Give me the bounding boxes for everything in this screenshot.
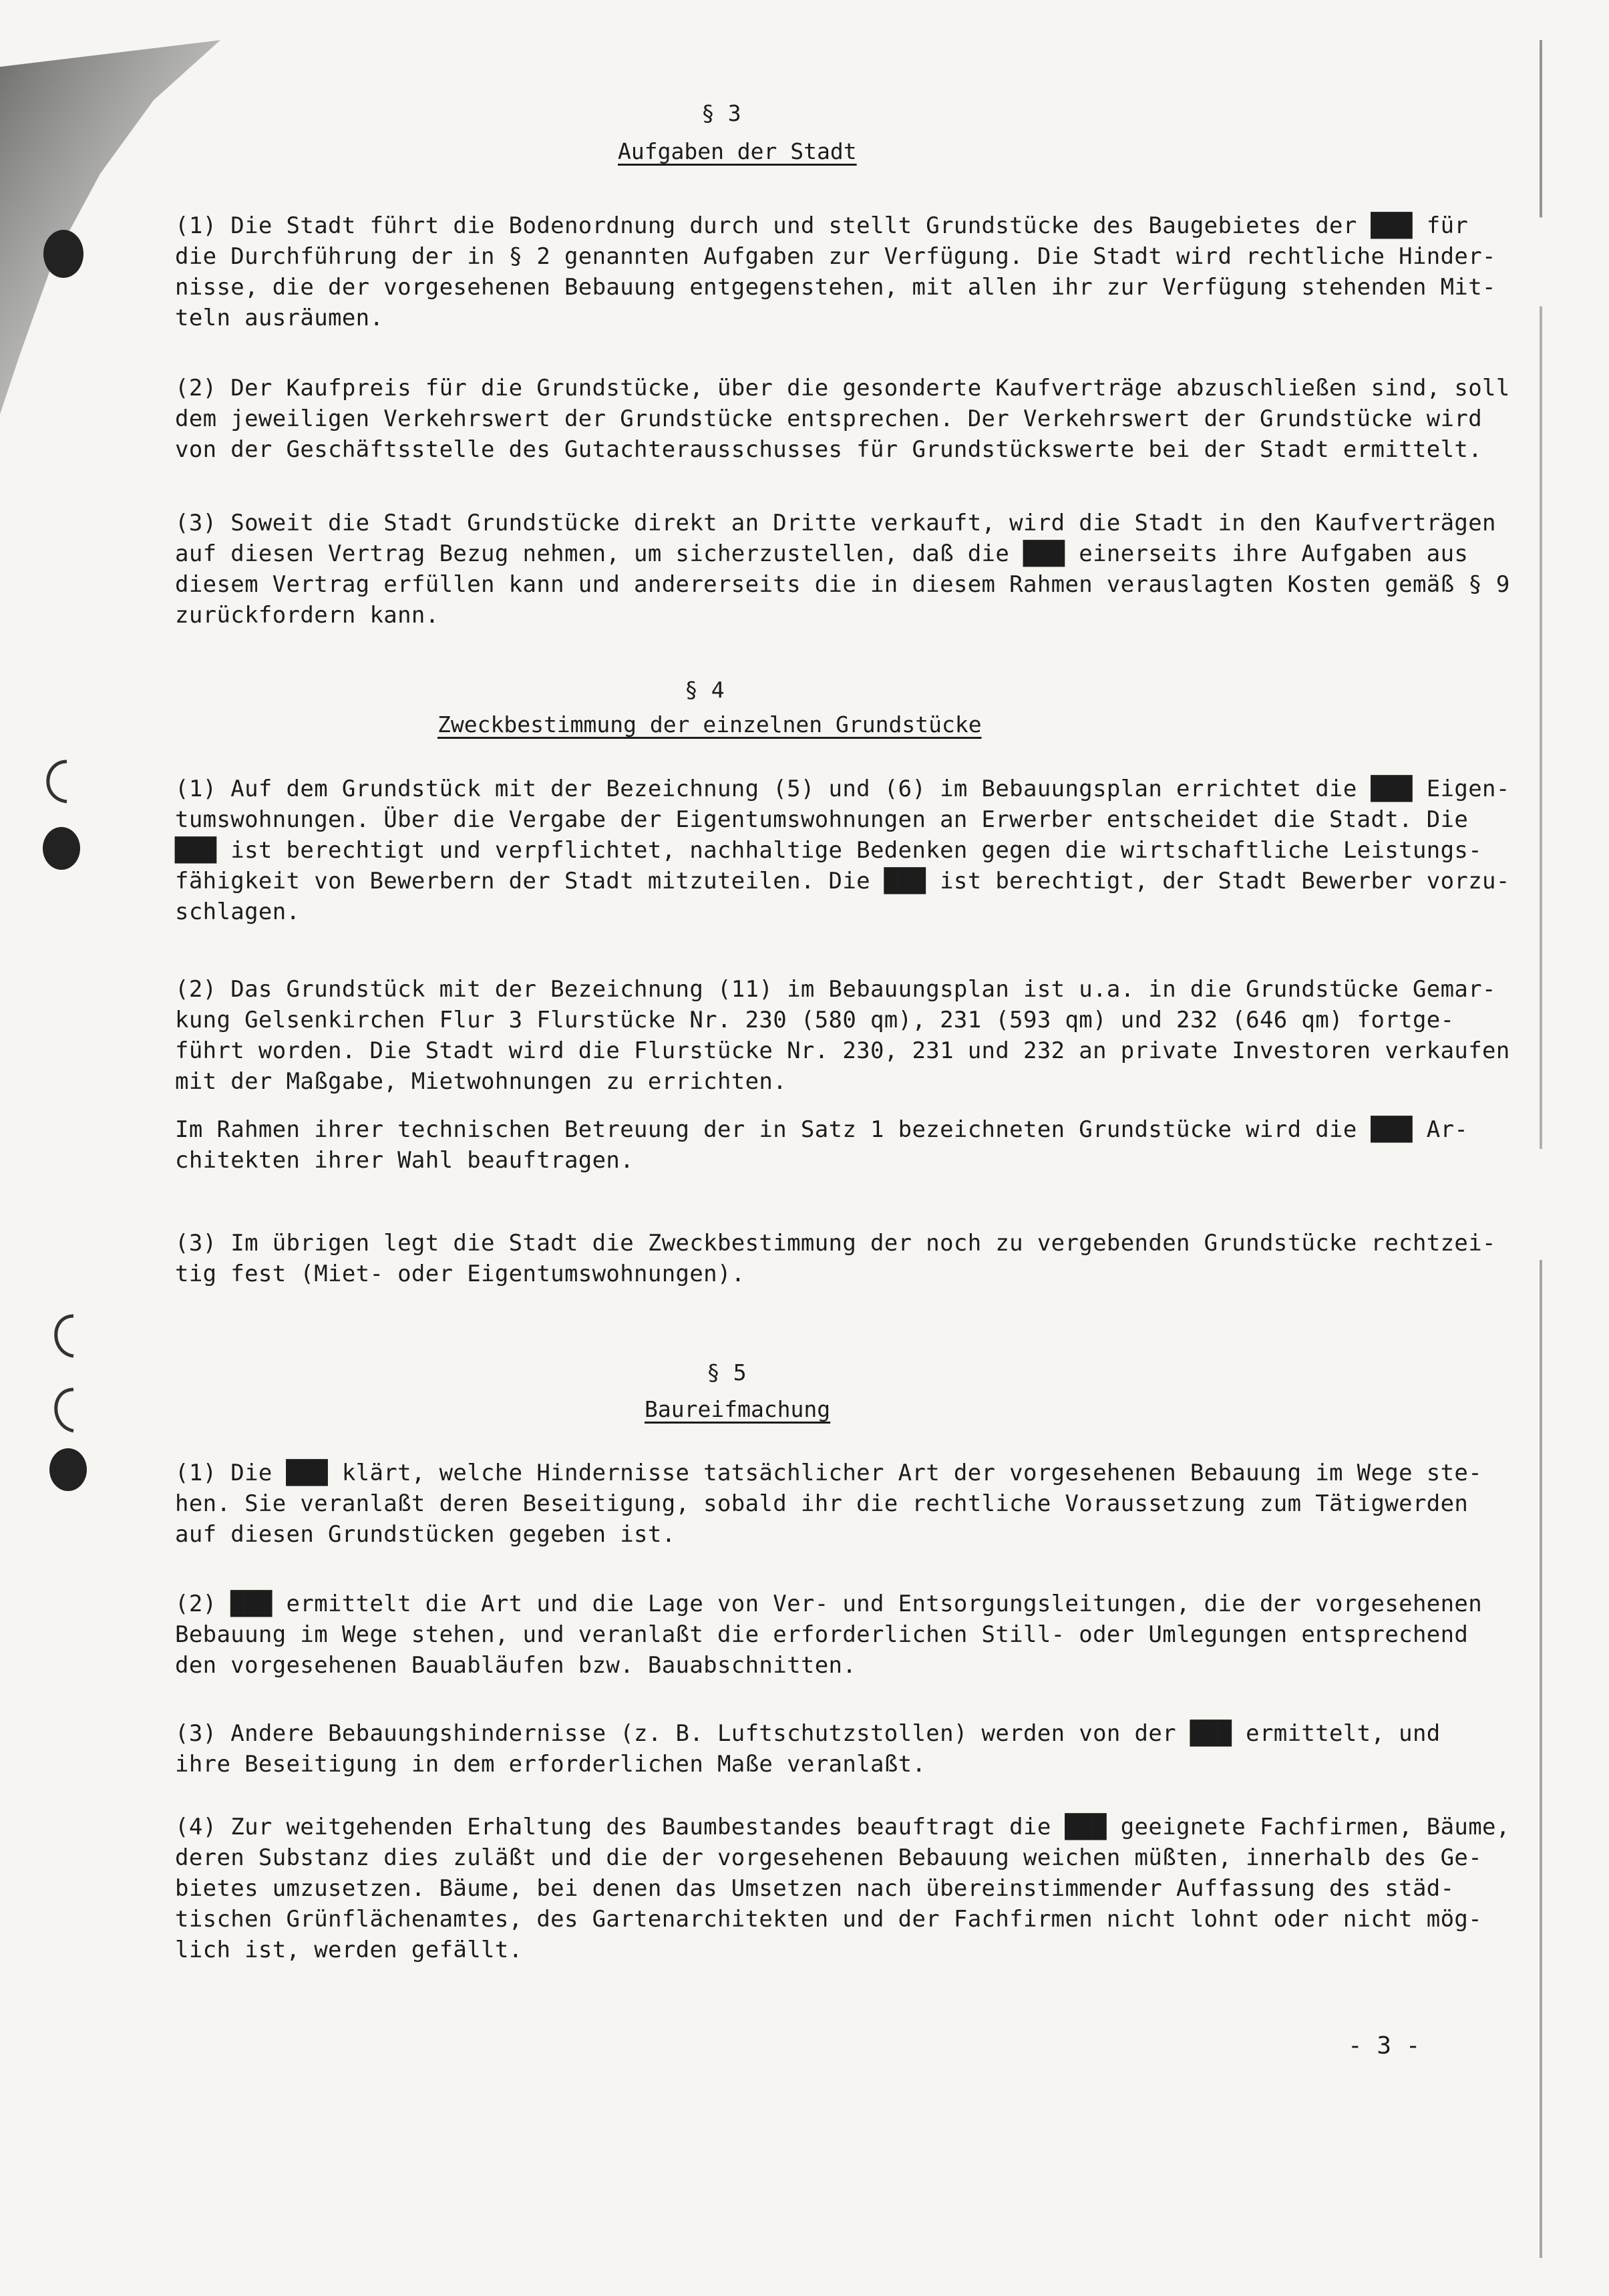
text-line: ███ ist berechtigt und verpflichtet, nachhaltige Bedenken gegen die wirtschaftliche Leistungs- <box>175 837 1483 864</box>
text-line: bietes umzusetzen. Bäume, bei denen das Umsetzen nach übereinstimmender Auffassung des städ- <box>175 1875 1455 1902</box>
section-5-title: Baureifmachung <box>645 1396 831 1422</box>
text-line: die Durchführung der in § 2 genannten Aufgaben zur Verfügung. Die Stadt wird rechtliche Hinder- <box>175 243 1496 270</box>
punch-hole-icon <box>20 1289 100 1530</box>
text-line: schlagen. <box>175 898 301 925</box>
text-line: (1) Die ███ klärt, welche Hindernisse tatsächlicher Art der vorgesehenen Bebauung im Wege ste- <box>175 1460 1483 1486</box>
text-line: chitekten ihrer Wahl beauftragen. <box>175 1147 635 1174</box>
section-5-paragraph-3 <box>175 1718 1464 1780</box>
text-line: führt worden. Die Stadt wird die Flurstücke Nr. 230, 231 und 232 an private Investoren verkaufen <box>175 1037 1510 1064</box>
page-edge-line <box>1540 40 1542 2258</box>
section-5-paragraph-1 <box>175 1458 1483 1550</box>
text-line: tumswohnungen. Über die Vergabe der Eigentumswohnungen an Erwerber entscheidet die Stadt. Die <box>175 806 1469 833</box>
text-line: den vorgesehenen Bauabläufen bzw. Bauabschnitten. <box>175 1652 857 1679</box>
text-line: ihre Beseitigung in dem erforderlichen Maße veranlaßt. <box>175 1751 926 1778</box>
page-number: - 3 - <box>1348 2032 1421 2060</box>
punch-hole-icon <box>20 735 94 888</box>
section-3-paragraph-1 <box>175 210 1496 333</box>
text-line: kung Gelsenkirchen Flur 3 Flurstücke Nr. 230 (580 qm), 231 (593 qm) und 232 (646 qm) fortge- <box>175 1007 1455 1033</box>
text-line: zurückfordern kann. <box>175 602 439 629</box>
section-4-paragraph-3 <box>175 1228 1496 1289</box>
text-line: (3) Im übrigen legt die Stadt die Zweckbestimmung der noch zu vergebenden Grundstücke rechtzei- <box>175 1230 1496 1257</box>
text-line: hen. Sie veranlaßt deren Beseitigung, sobald ihr die rechtliche Voraussetzung zum Tätigwerden <box>175 1490 1469 1517</box>
text-line: mit der Maßgabe, Mietwohnungen zu errichten. <box>175 1068 787 1095</box>
text-line: (2) Der Kaufpreis für die Grundstücke, über die gesonderte Kaufverträge abzuschließen sind, soll <box>175 375 1510 401</box>
text-line: nisse, die der vorgesehenen Bebauung entgegenstehen, mit allen ihr zur Verfügung stehenden Mit- <box>175 274 1496 301</box>
text-line: diesem Vertrag erfüllen kann und andererseits die in diesem Rahmen verauslagten Kosten gemäß § 9 <box>175 571 1510 598</box>
section-3-paragraph-2 <box>175 373 1510 465</box>
section-3-paragraph-3 <box>175 508 1510 631</box>
text-line: von der Geschäftsstelle des Gutachterausschusses für Grundstückswerte bei der Stadt ermittelt. <box>175 436 1483 463</box>
section-3-title: Aufgaben der Stadt <box>618 138 857 164</box>
text-line: (3) Soweit die Stadt Grundstücke direkt an Dritte verkauft, wird die Stadt in den Kaufverträgen <box>175 510 1496 536</box>
text-line: Bebauung im Wege stehen, und veranlaßt die erforderlichen Still- oder Umlegungen entsprechend <box>175 1621 1469 1648</box>
section-4-number: § 4 <box>685 677 725 703</box>
text-line: tischen Grünflächenamtes, des Gartenarchitekten und der Fachfirmen nicht lohnt oder nicht mög- <box>175 1906 1483 1933</box>
text-line: tig fest (Miet- oder Eigentumswohnungen). <box>175 1261 745 1287</box>
text-line: Im Rahmen ihrer technischen Betreuung der in Satz 1 bezeichneten Grundstücke wird die ███ Ar- <box>175 1116 1469 1143</box>
section-4-paragraph-2-continuation <box>175 1114 1469 1176</box>
text-line: auf diesen Vertrag Bezug nehmen, um sicherzustellen, daß die ███ einerseits ihre Aufgaben aus <box>175 540 1469 567</box>
section-5-paragraph-4 <box>175 1812 1510 1965</box>
section-4-title: Zweckbestimmung der einzelnen Grundstücke <box>437 711 982 737</box>
section-3-number: § 3 <box>701 100 741 126</box>
text-line: teln ausräumen. <box>175 305 384 331</box>
text-line: dem jeweiligen Verkehrswert der Grundstücke entsprechen. Der Verkehrswert der Grundstücke wird <box>175 405 1483 432</box>
text-line: lich ist, werden gefällt. <box>175 1937 523 1963</box>
text-line: (2) ███ ermittelt die Art und die Lage von Ver- und Entsorgungsleitungen, die der vorgesehenen <box>175 1591 1483 1617</box>
text-line: (3) Andere Bebauungshindernisse (z. B. Luftschutzstollen) werden von der ███ ermittelt, und <box>175 1720 1441 1747</box>
section-4-paragraph-1 <box>175 774 1510 927</box>
text-line: deren Substanz dies zuläßt und die der vorgesehenen Bebauung weichen müßten, innerhalb des Ge- <box>175 1844 1483 1871</box>
section-5-paragraph-2 <box>175 1589 1483 1681</box>
text-line: auf diesen Grundstücken gegeben ist. <box>175 1521 676 1548</box>
section-4-paragraph-2 <box>175 974 1510 1097</box>
text-line: fähigkeit von Bewerbern der Stadt mitzuteilen. Die ███ ist berechtigt, der Stadt Bewerber vorzu- <box>175 868 1510 894</box>
text-line: (1) Die Stadt führt die Bodenordnung durch und stellt Grundstücke des Baugebietes der ███ für <box>175 212 1469 239</box>
section-5-number: § 5 <box>707 1359 747 1385</box>
text-line: (4) Zur weitgehenden Erhaltung des Baumbestandes beauftragt die ███ geeignete Fachfirmen, Bäume, <box>175 1814 1510 1840</box>
text-line: (1) Auf dem Grundstück mit der Bezeichnung (5) und (6) im Bebauungsplan errichtet die ███ Eigen- <box>175 776 1510 802</box>
text-line: (2) Das Grundstück mit der Bezeichnung (11) im Bebauungsplan ist u.a. in die Grundstücke Gemar- <box>175 976 1496 1003</box>
